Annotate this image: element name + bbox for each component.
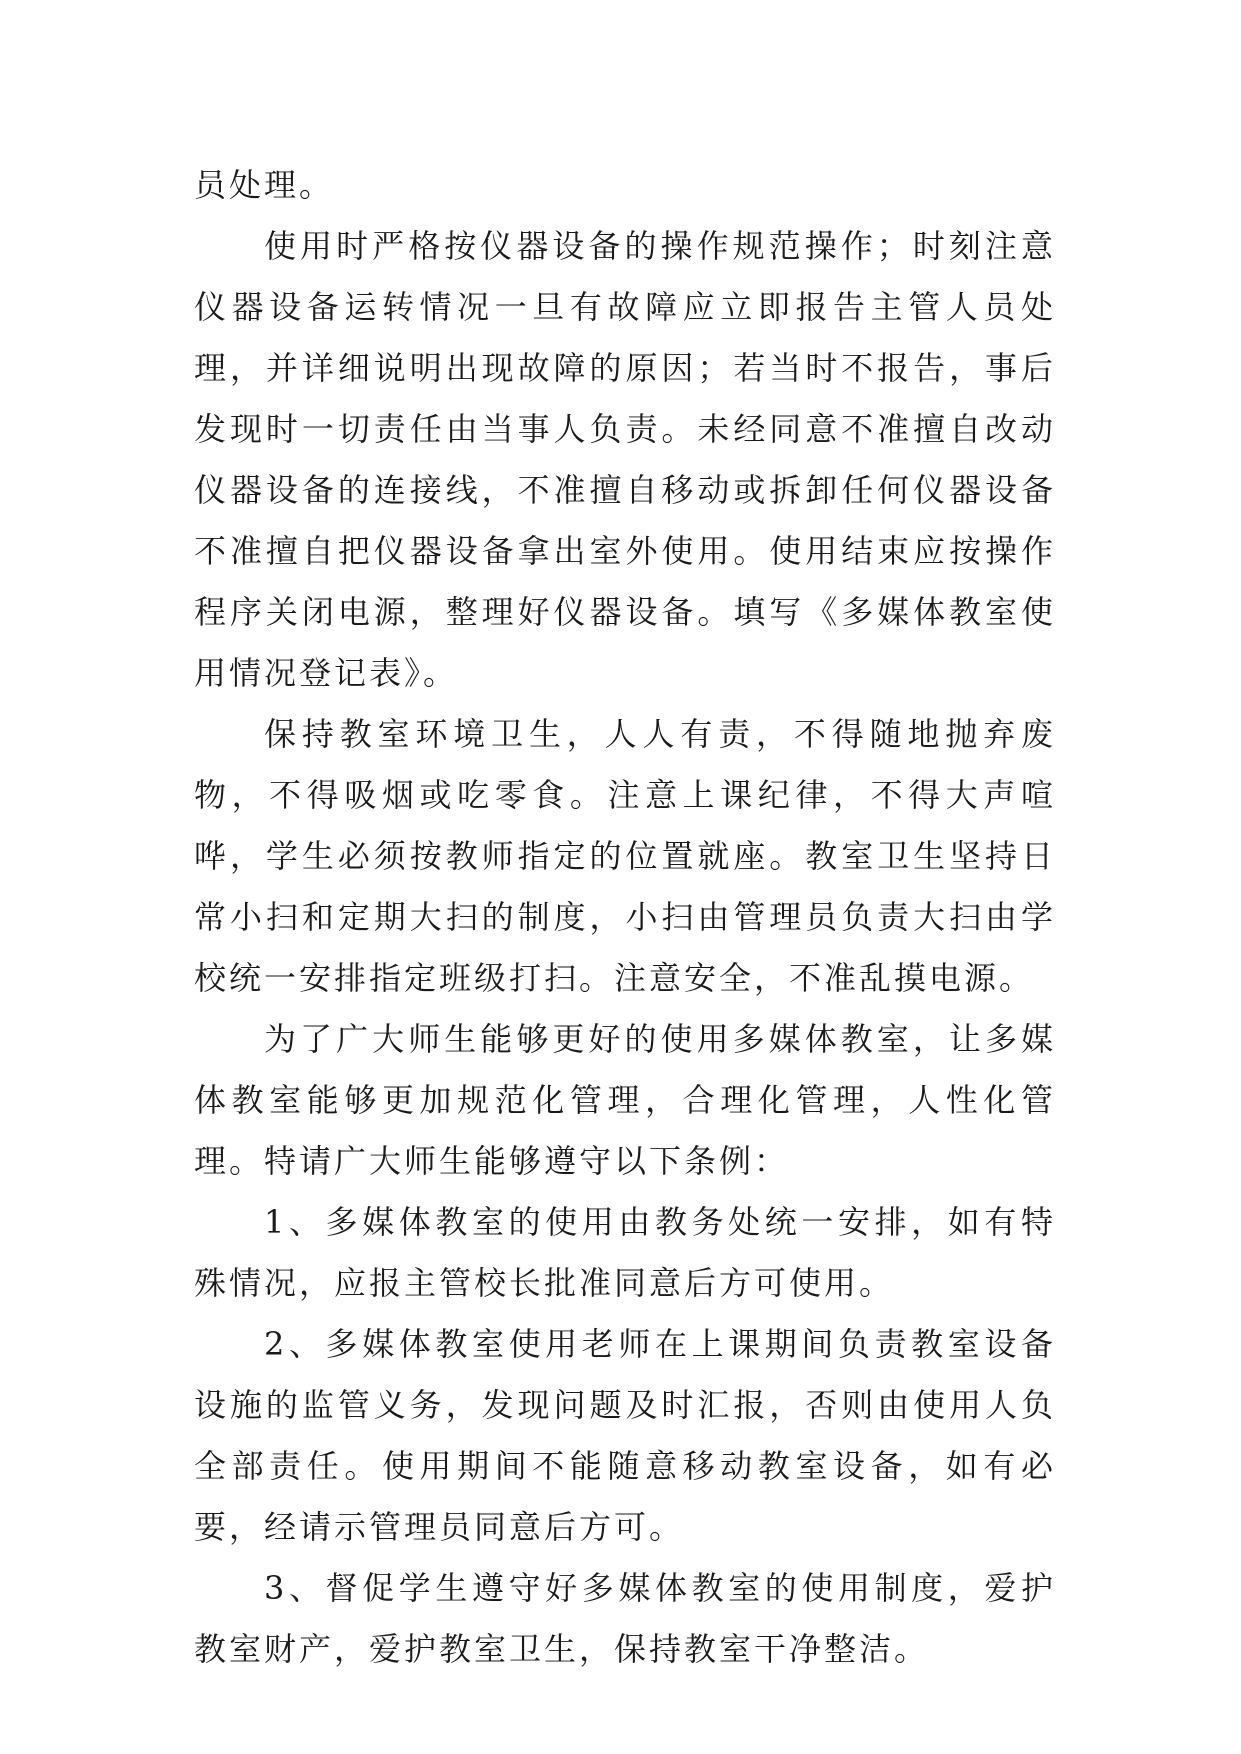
- paragraph-rule-3: 3、督促学生遵守好多媒体教室的使用制度，爱护教室财产，爱护教室卫生，保持教室干净整洁。: [194, 1569, 1056, 1668]
- paragraph-rule-2: 2、多媒体教室使用老师在上课期间负责教室设备设施的监管义务，发现问题及时汇报，否则由使用人负全部责任。使用期间不能随意移动教室设备，如有必要，经请示管理员同意后方可。: [194, 1325, 1056, 1546]
- document-body: [194, 155, 1056, 1680]
- paragraph-regulations-intro: 为了广大师生能够更好的使用多媒体教室，让多媒体教室能够更加规范化管理，合理化管理，人性化管理。特请广大师生能够遵守以下条例：: [194, 1020, 1056, 1180]
- paragraph-equipment-usage: 使用时严格按仪器设备的操作规范操作；时刻注意仪器设备运转情况一旦有故障应立即报告主管人员处理，并详细说明出现故障的原因；若当时不报告，事后发现时一切责任由当事人负责。未经同意不准擅自改动仪器设备的连接线，不准擅自移动或拆卸任何仪器设备不准擅自把仪器设备拿出室外使用。使用结束应按操作程序关闭电源，整理好仪器设备。填写《多媒体教室使用情况登记表》。: [194, 227, 1056, 692]
- paragraph-rule-1: 1、多媒体教室的使用由教务处统一安排，如有特殊情况，应报主管校长批准同意后方可使用。: [194, 1203, 1056, 1302]
- paragraph-continuation: 员处理。: [194, 166, 335, 204]
- paragraph-classroom-hygiene: 保持教室环境卫生，人人有责，不得随地抛弃废物，不得吸烟或吃零食。注意上课纪律，不得大声喧哗，学生必须按教师指定的位置就座。教室卫生坚持日常小扫和定期大扫的制度，小扫由管理员负责大扫由学校统一安排指定班级打扫。注意安全，不准乱摸电源。: [194, 715, 1056, 997]
